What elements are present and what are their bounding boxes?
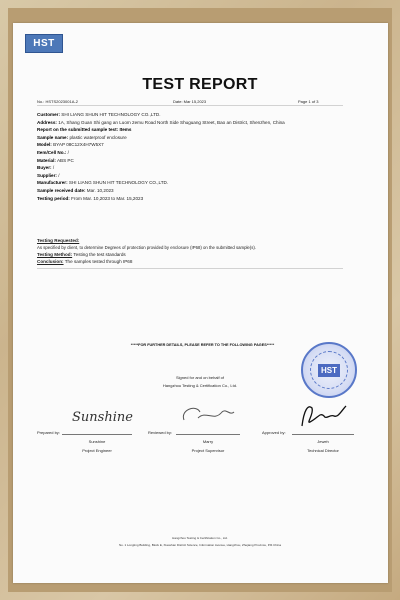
field-value: BYAP 08C12X4H7W5X7 — [53, 142, 104, 148]
field-row — [37, 188, 343, 194]
prepared-by-name: Sunshine — [88, 439, 106, 444]
approved-by-role: Technical Director — [307, 448, 339, 453]
field-label: Address: — [37, 119, 57, 125]
conclusion-row — [37, 259, 343, 265]
reviewed-by-role: Project Supervisor — [191, 448, 225, 453]
field-row — [37, 142, 343, 148]
field-row — [37, 180, 343, 186]
prepared-by-signature — [70, 405, 133, 427]
stamp-logo: HST — [318, 364, 340, 377]
prepared-by-signature-text: Sunshine — [72, 410, 133, 425]
prepared-by-role: Project Engineer — [82, 448, 112, 453]
field-label: Manufacturer: — [37, 180, 68, 186]
field-row — [37, 173, 343, 179]
prepared-by-label: Prepared by: — [37, 430, 60, 435]
hst-logo: HST — [25, 34, 63, 53]
footer-address: No. 1 Longting Building, Block E, Xiaoshan District Science, Information Avenue, Hangzhou, Zhejiang Province, P.R.China — [119, 543, 281, 547]
approved-by-line — [292, 434, 354, 435]
testing-requested-heading — [37, 238, 343, 244]
field-label: Report on the submitted sample test: Items — [37, 127, 132, 133]
field-value: Mar. 10,2023 — [86, 188, 114, 193]
report-date: Date: Mar 15,2023 — [173, 99, 207, 104]
field-row — [37, 196, 343, 202]
field-row — [37, 135, 343, 141]
report-paper — [13, 23, 388, 583]
reviewed-by-signature — [178, 400, 238, 430]
field-label: Material: — [37, 157, 56, 163]
page-indicator: Page 1 of 3 — [298, 99, 319, 104]
field-row — [37, 127, 343, 133]
field-row — [37, 150, 343, 156]
field-label: Sample received date: — [37, 188, 86, 193]
field-row — [37, 165, 343, 171]
field-label: Sample name: — [37, 134, 69, 140]
field-label: Testing period: — [37, 195, 70, 201]
field-value: 1A, Shang Guan Shi gang an Luom 2emu Road North Side Shuguang Street, Bao an District, Shenzhen, China — [58, 119, 285, 125]
testing-method-value: Testing the test standards — [73, 252, 126, 257]
further-details-note: *****FOR FURTHER DETAILS, PLEASE REFER TO THE FOLLOWING PAGES***** — [130, 343, 275, 347]
signed-for-text: Signed for and on behalf of — [175, 375, 225, 380]
testing-method-label: Testing Method: — [37, 252, 73, 257]
field-label: Buyer: — [37, 165, 52, 171]
testing-requested-text: As specified by client, to determine Degrees of protection provided by enclosure (IP68) on the submitted sample(s). — [37, 245, 257, 250]
field-label: Supplier: — [37, 172, 57, 178]
reviewed-by-name: Marry — [202, 439, 214, 444]
conclusion-label: Conclusion: — [37, 259, 64, 264]
report-number: No.: HSTS2023001A-2 — [37, 99, 78, 104]
stamp-ring — [310, 351, 348, 389]
field-label: Model: — [37, 142, 52, 148]
conclusion-value: The samples tested through IP68 — [64, 259, 133, 264]
conclusion-rule — [37, 268, 343, 269]
approved-by-signature — [294, 400, 354, 432]
field-row — [37, 158, 343, 164]
field-value: / — [67, 150, 69, 155]
approved-by-label: Approved by: — [262, 430, 286, 435]
field-value: / — [58, 172, 60, 178]
field-value: ABS PC — [56, 157, 74, 163]
field-row — [37, 112, 343, 118]
testing-method-row — [37, 252, 343, 258]
field-value: From Mar. 10,2023 to Mar. 15,2023 — [71, 195, 144, 201]
field-value: SHI LIANG SHUN HIT TECHNOLOGY CO.,LTD. — [61, 112, 161, 117]
approved-by-name: Jeweh — [317, 439, 329, 444]
field-row — [37, 120, 343, 126]
field-value: plastic waterproof enclosure — [69, 134, 127, 140]
field-label: Customer: — [37, 112, 60, 117]
reviewed-by-line — [176, 434, 240, 435]
field-value: / — [52, 165, 55, 171]
testing-requested-label: Testing Requested: — [37, 238, 80, 243]
field-value: SHI LIANG SHUN HIT TECHNOLOGY CO.,LTD. — [68, 180, 169, 186]
field-label: Item/Cell No.: — [37, 150, 67, 155]
header-rule — [37, 105, 343, 106]
company-name: Hangzhou Testing & Certification Co., Ltd. — [162, 383, 238, 388]
footer-company: Hangzhou Testing & Certification Co., Ltd. — [172, 536, 228, 540]
certification-stamp — [301, 342, 357, 398]
report-title: TEST REPORT — [142, 76, 258, 93]
prepared-by-line — [62, 434, 132, 435]
reviewed-by-label: Reviewed by: — [148, 430, 173, 435]
